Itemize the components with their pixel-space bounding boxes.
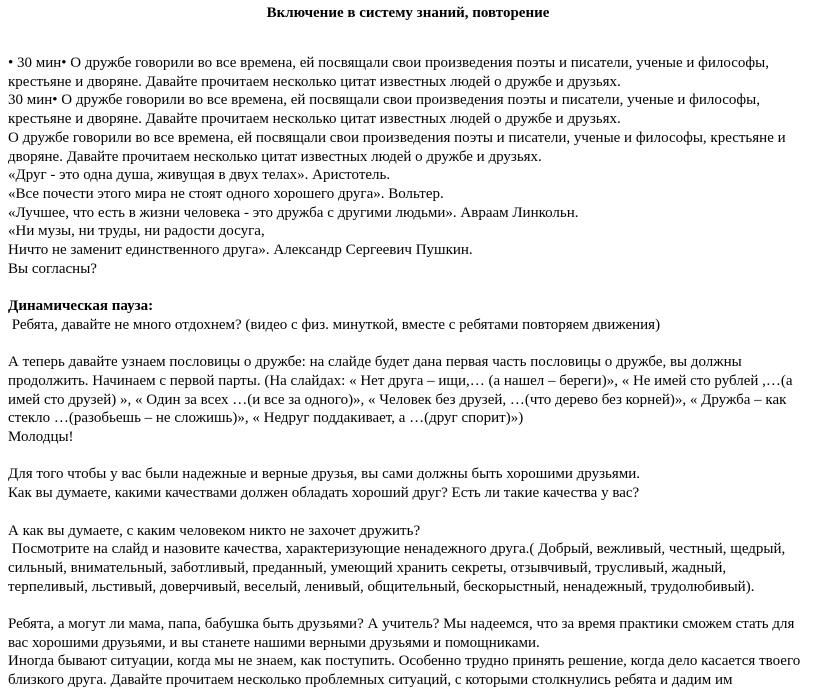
paragraph-intro-1: • 30 мин• О дружбе говорили во все времена, ей посвящали свои произведения поэты и писатели, ученые и философы, крестьяне и дворяне. Давайте прочитаем несколько цитат известных людей о дружбе и друзьях. bbox=[8, 55, 769, 90]
quote-pushkin-line-1: «Ни музы, ни труды, ни радости досуга, bbox=[8, 223, 265, 240]
page-title: Включение в систему знаний, повторение bbox=[266, 5, 550, 21]
situations-paragraph: Иногда бывают ситуации, когда мы не знаем, как поступить. Особенно трудно принять решение, когда дело касается твоего близкого друга. Давайте прочитаем несколько проблемных ситуаций, с которыми столкнулись ребята и дадим им bbox=[8, 653, 801, 689]
paragraph-intro-2: 30 мин• О дружбе говорили во все времена, ей посвящали свои произведения поэты и писатели, ученые и философы, крестьяне и дворяне. Давайте прочитаем несколько цитат известных людей о дружбе и друзьях. bbox=[8, 92, 760, 128]
proverbs-paragraph: А теперь давайте узнаем пословицы о дружбе: на слайде будет дана первая часть пословицы о дружбе, вы должны продолжить. Начинаем с первой парты. (На слайдах: « Нет друга – ищи,… (а нашел – береги)», « Не имей сто рублей ,…(а имей сто друзей) », « Один за всех …(и все за одного)», « Человек без друзей, …(что дерево без корней)», « Дружба – как стекло …(разобьешь – не сложишь)», « Недруг поддакивает, а …(друг спорит)») bbox=[8, 354, 793, 427]
pause-text: Ребята, давайте не много отдохнем? (видео с физ. минуткой, вместе с ребятами повторяем движения) bbox=[8, 316, 661, 333]
quote-aristotle: «Друг - это одна душа, живущая в двух телах». Аристотель. bbox=[8, 167, 391, 184]
spacer bbox=[8, 596, 808, 615]
quote-voltaire: «Все почести этого мира не стоят одного хорошего друга». Вольтер. bbox=[8, 185, 444, 202]
spacer bbox=[8, 278, 808, 297]
family-paragraph: Ребята, а могут ли мама, папа, бабушка быть друзьями? А учитель? Мы надеемся, что за время практики сможем стать для вас хорошими друзьями, и вы станете нашими верными друзьями и помощниками. bbox=[8, 616, 795, 651]
spacer bbox=[8, 335, 808, 354]
friends-paragraph-1: Для того чтобы у вас были надежные и верные друзья, вы сами должны быть хорошими друзьями. bbox=[8, 466, 640, 483]
pause-heading: Динамическая пауза: bbox=[8, 298, 154, 315]
spacer bbox=[8, 447, 808, 466]
document-body bbox=[8, 54, 808, 690]
praise-text: Молодцы! bbox=[8, 429, 74, 446]
quote-pushkin-line-2: Ничто не заменит единственного друга». Александр Сергеевич Пушкин. bbox=[8, 242, 473, 259]
spacer bbox=[8, 503, 808, 522]
friends-paragraph-2: Как вы думаете, какими качествами должен обладать хороший друг? Есть ли такие качества у вас? bbox=[8, 485, 640, 502]
nobody-question: А как вы думаете, с каким человеком никто не захочет дружить? bbox=[8, 522, 421, 539]
quote-lincoln: «Лучшее, что есть в жизни человека - это дружба с другими людьми». Авраам Линкольн. bbox=[8, 204, 579, 221]
paragraph-intro-3: О дружбе говорили во все времена, ей посвящали свои произведения поэты и писатели, ученые и философы, крестьяне и дворяне. Давайте прочитаем несколько цитат известных людей о дружбе и друзьях. bbox=[8, 129, 786, 165]
question-agree: Вы согласны? bbox=[8, 260, 97, 277]
qualities-paragraph: Посмотрите на слайд и назовите качества, характеризующие ненадежного друга.( Добрый, вежливый, честный, щедрый, сильный, внимательный, заботливый, преданный, умеющий хранить секреты, отзывчивый, трусливый, жадный, терпеливый, льстивый, доверчивый, веселый, ленивый, общительный, бескорыстный, ненадежный, трудолюбивый). bbox=[8, 541, 790, 595]
